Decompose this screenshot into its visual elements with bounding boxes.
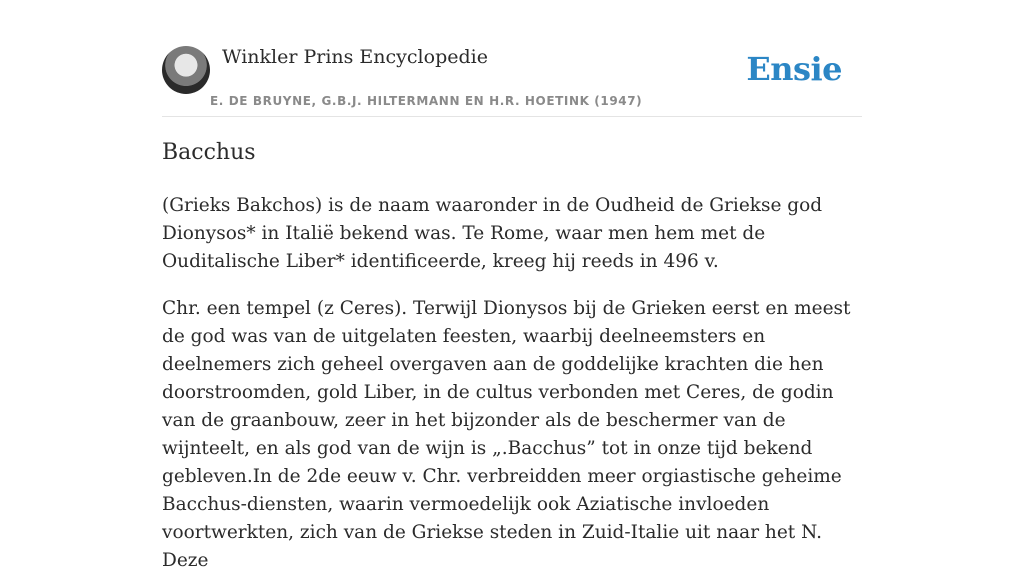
article-paragraph: Chr. een tempel (z Ceres). Terwijl Dionysos bij de Grieken eerst en meest de god was van de uitgelaten feesten, waarbij deelneemsters en deelnemers zich geheel overgaven aan de goddelijke krachten die hen doorstroomden, gold Liber, in de cultus verbonden met Ceres, de godin van de graanbouw, zeer in het bijzonder als de beschermer van de wijnteelt, en als god van de wijn is „.Bacchus” tot in onze tijd bekend gebleven.In de 2de eeuw v. Chr. verbreidden meer orgiastische geheime Bacchus-diensten, waarin vermoedelijk ook Aziatische invloeden voortwerkten, zich van de Griekse steden in Zuid-Italie uit naar het N. Deze [162,298,851,571]
site-title[interactable]: Winkler Prins Encyclopedie [222,46,488,68]
header [162,0,862,117]
page [162,0,862,571]
article-title: Bacchus [162,140,256,165]
authors-line: E. DE BRUYNE, G.B.J. HILTERMANN EN H.R. HOETINK (1947) [210,94,643,108]
article-paragraph: (Grieks Bakchos) is de naam waaronder in de Oudheid de Griekse god Dionysos* in Italië bekend was. Te Rome, waar men hem met de Ouditalische Liber* identificeerde, kreeg hij reeds in 496 v. [162,195,823,272]
author-avatar[interactable] [162,46,210,94]
brand-logo[interactable]: Ensie [746,50,842,88]
